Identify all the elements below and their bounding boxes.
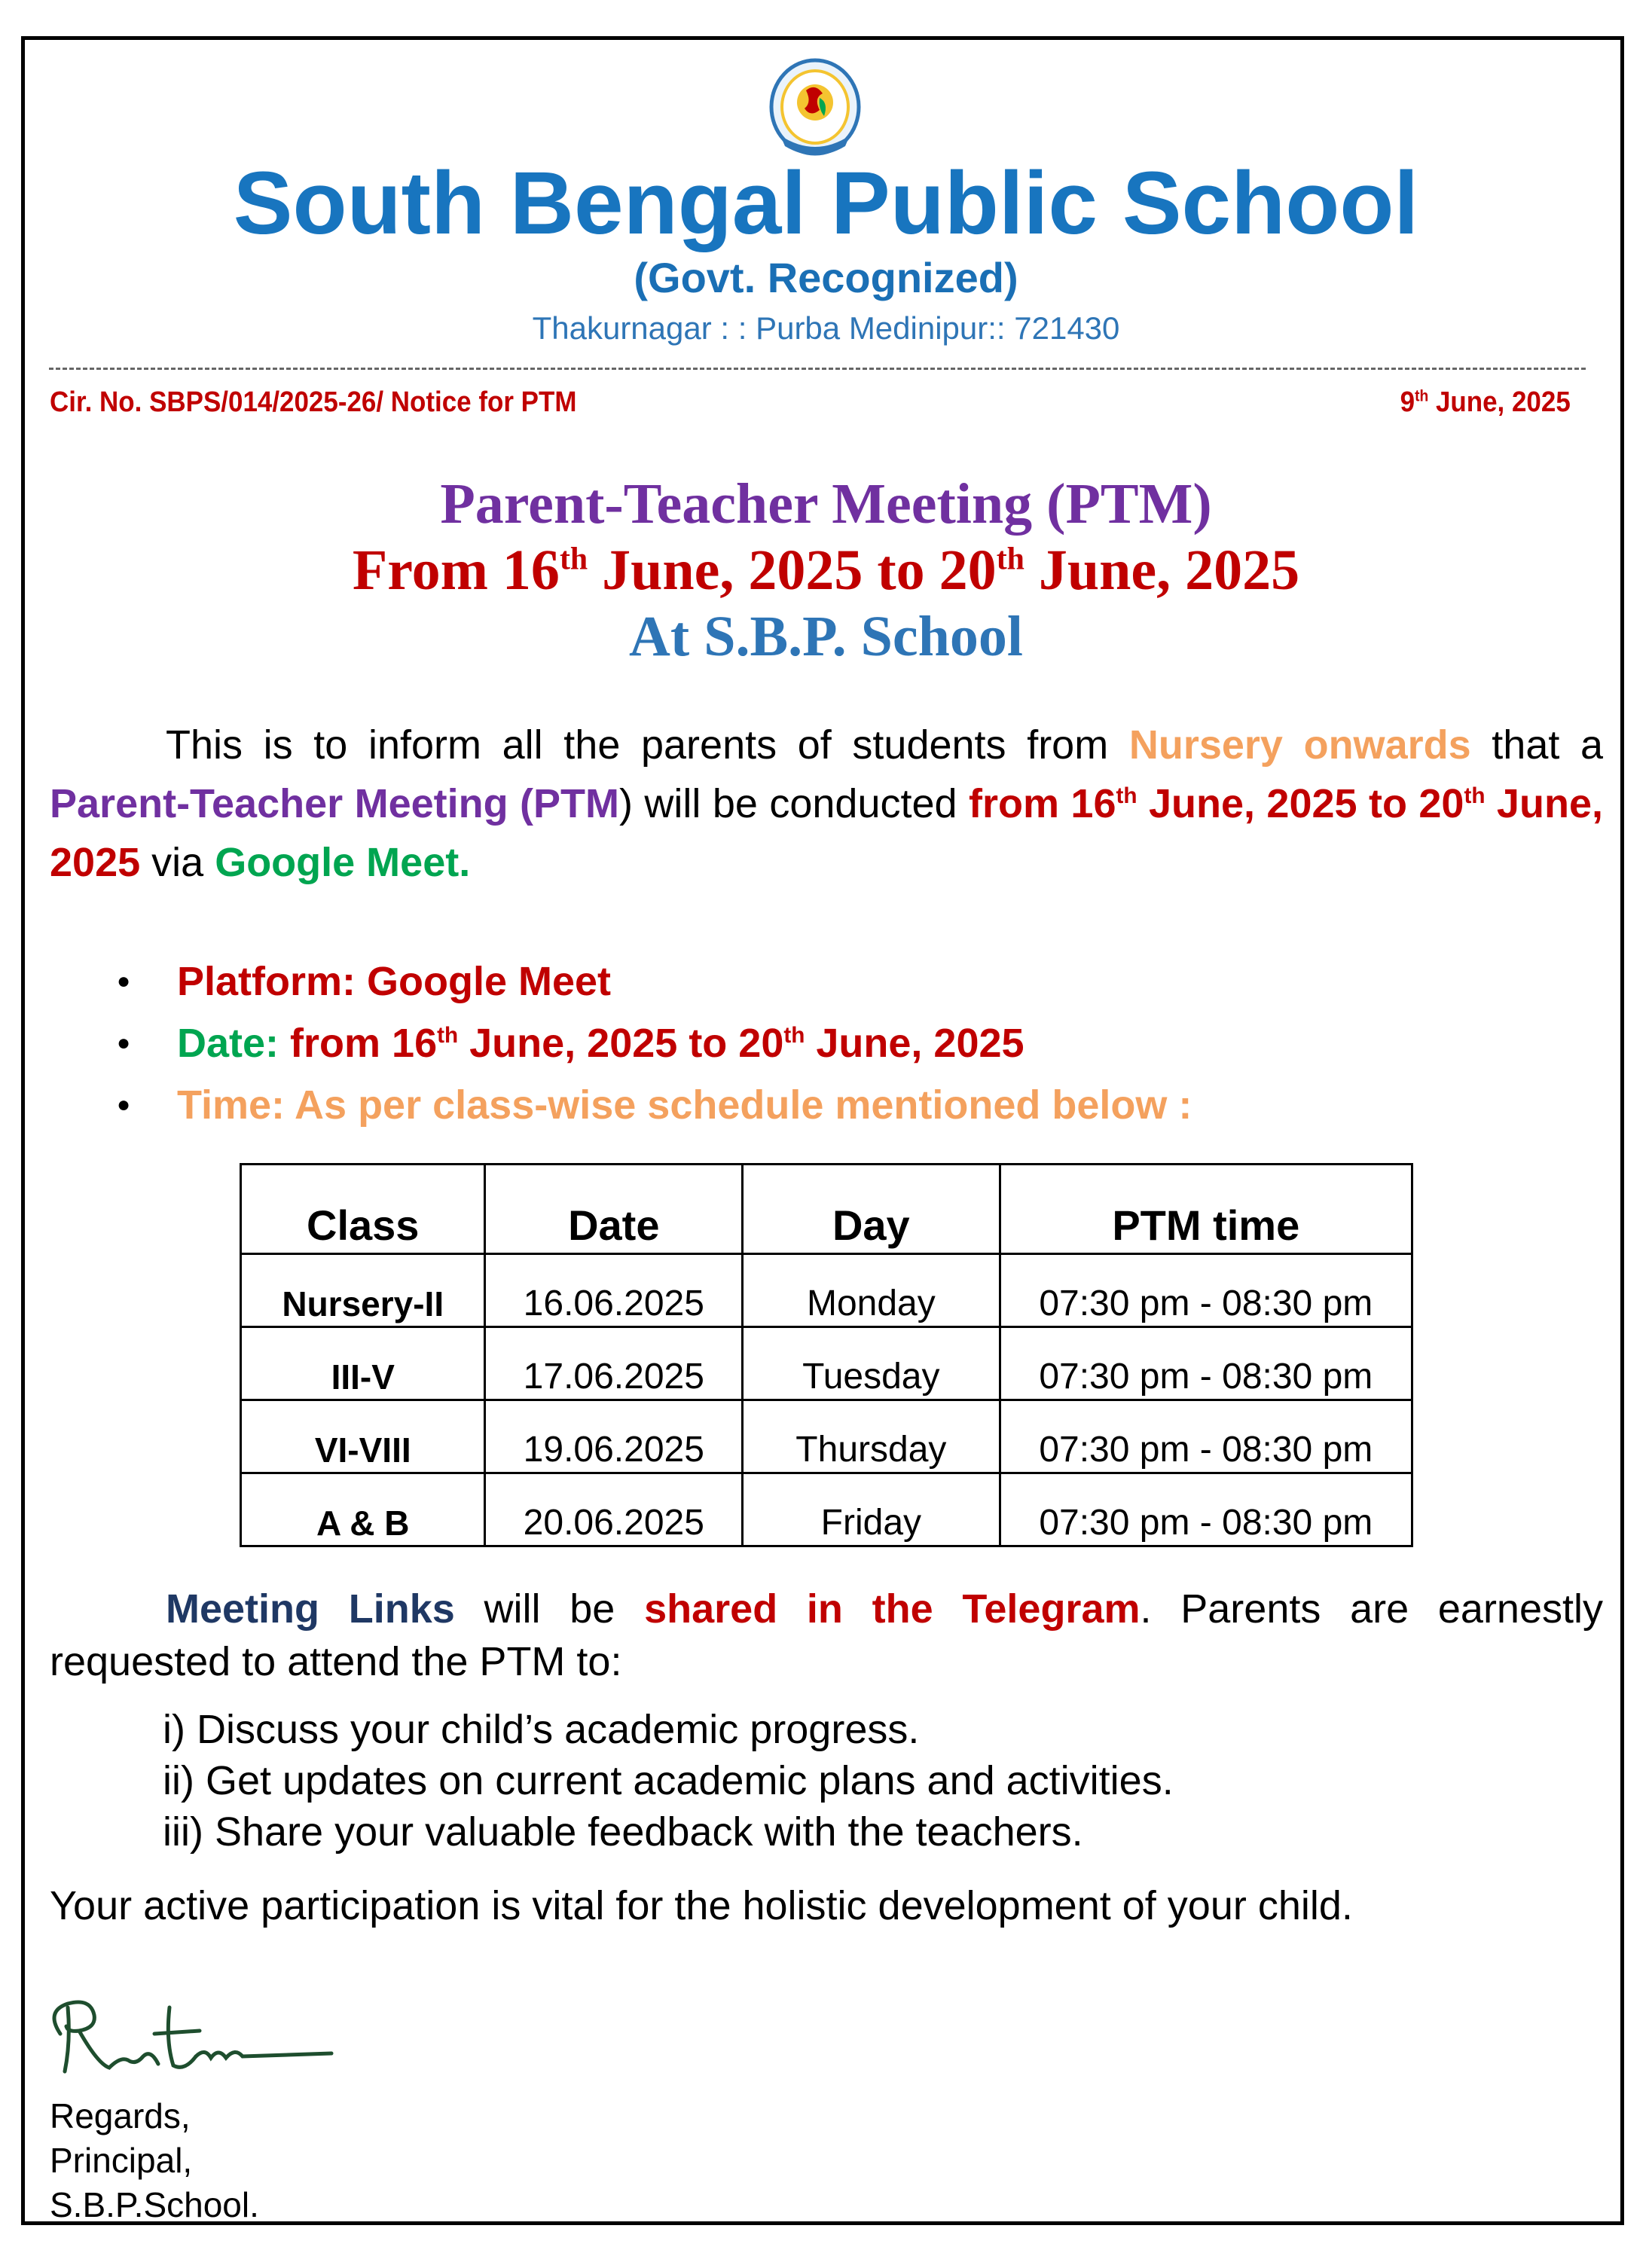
regards-line: Regards, bbox=[50, 2096, 191, 2135]
purpose-list bbox=[163, 1704, 1174, 1858]
table-row bbox=[241, 1473, 1412, 1546]
date-cell: 17.06.2025 bbox=[485, 1327, 743, 1400]
circular-date: 9th June, 2025 bbox=[1400, 386, 1571, 418]
day-cell: Friday bbox=[743, 1473, 1000, 1546]
time-cell: 07:30 pm - 08:30 pm bbox=[1000, 1473, 1412, 1546]
class-cell: Nursery-II bbox=[241, 1254, 485, 1327]
day-cell: Monday bbox=[743, 1254, 1000, 1327]
school-crest-icon bbox=[755, 53, 875, 166]
list-item: ii) Get updates on current academic plans and activities. bbox=[163, 1758, 1174, 1803]
handwritten-signature bbox=[38, 1981, 339, 2087]
column-header: PTM time bbox=[1000, 1165, 1412, 1254]
details-list bbox=[117, 951, 1192, 1136]
recognition-status: (Govt. Recognized) bbox=[634, 254, 1018, 301]
meeting-links-paragraph: Meeting Links will be shared in the Telegram. Parents are earnestly requested to attend the PTM to: bbox=[50, 1586, 1604, 1684]
intro-paragraph: This is to inform all the parents of students from Nursery onwards that a Parent-Teacher Meeting (PTM) will be conducted from 16th June, 2025 to 20th June, 2025 via Google Meet. bbox=[50, 722, 1604, 885]
notice-title: Parent-Teacher Meeting (PTM) bbox=[440, 472, 1212, 536]
date-cell: 16.06.2025 bbox=[485, 1254, 743, 1327]
ptm-schedule-table bbox=[240, 1163, 1413, 1547]
day-cell: Thursday bbox=[743, 1400, 1000, 1473]
time-cell: 07:30 pm - 08:30 pm bbox=[1000, 1400, 1412, 1473]
table-row bbox=[241, 1327, 1412, 1400]
school-name: South Bengal Public School bbox=[233, 154, 1419, 253]
circular-number: Cir. No. SBPS/014/2025-26/ Notice for PTM bbox=[50, 386, 577, 418]
list-item: iii) Share your valuable feedback with the teachers. bbox=[163, 1809, 1083, 1855]
class-cell: A & B bbox=[241, 1473, 485, 1546]
notice-date-range: From 16th June, 2025 to 20th June, 2025 bbox=[352, 539, 1300, 602]
signatory-title: Principal, bbox=[50, 2141, 193, 2180]
table-row bbox=[241, 1254, 1412, 1327]
list-item: i) Discuss your child’s academic progress. bbox=[163, 1707, 920, 1752]
signature-block bbox=[50, 2094, 259, 2227]
table-row bbox=[241, 1400, 1412, 1473]
day-cell: Tuesday bbox=[743, 1327, 1000, 1400]
column-header: Date bbox=[485, 1165, 743, 1254]
date-cell: 19.06.2025 bbox=[485, 1400, 743, 1473]
school-address: Thakurnagar : : Purba Medinipur:: 721430 bbox=[532, 310, 1120, 346]
column-header: Day bbox=[743, 1165, 1000, 1254]
table-header-row bbox=[241, 1165, 1412, 1254]
platform-item: ● Platform: Google Meet bbox=[117, 951, 1192, 1012]
time-cell: 07:30 pm - 08:30 pm bbox=[1000, 1254, 1412, 1327]
class-cell: III-V bbox=[241, 1327, 485, 1400]
date-cell: 20.06.2025 bbox=[485, 1473, 743, 1546]
time-cell: 07:30 pm - 08:30 pm bbox=[1000, 1327, 1412, 1400]
notice-venue: At S.B.P. School bbox=[629, 605, 1023, 668]
date-item: ● Date: from 16th June, 2025 to 20th June, 2025 bbox=[117, 1012, 1192, 1074]
signatory-school: S.B.P.School. bbox=[50, 2185, 259, 2224]
time-item: ● Time: As per class-wise schedule mentioned below : bbox=[117, 1074, 1192, 1136]
class-cell: VI-VIII bbox=[241, 1400, 485, 1473]
column-header: Class bbox=[241, 1165, 485, 1254]
divider bbox=[49, 368, 1586, 370]
closing-statement: Your active participation is vital for the holistic development of your child. bbox=[50, 1883, 1353, 1928]
